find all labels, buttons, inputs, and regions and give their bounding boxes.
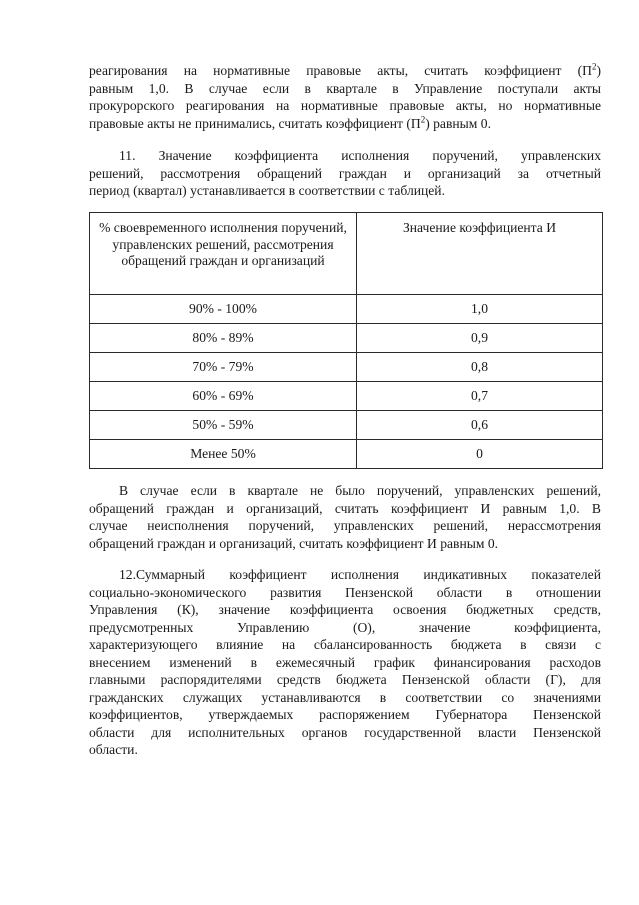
paragraph-no-orders <box>89 482 601 552</box>
row-range: 90% - 100% <box>90 295 357 324</box>
row-range: 60% - 69% <box>90 382 357 411</box>
table-row <box>90 382 603 411</box>
text-line: Управления (К), значение коэффициента освоения бюджетных средств, <box>89 602 601 617</box>
row-range: 70% - 79% <box>90 353 357 382</box>
paragraph-item-12 <box>89 566 601 759</box>
text-line: решений, рассмотрения обращений граждан и организаций за отчетный <box>89 165 601 181</box>
text-line: реагирования на нормативные правовые акты, считать коэффициент $(П^2)$ <box>89 61 601 78</box>
text-line: случае неисполнения поручений, управленских решений, нерассмотрения <box>89 518 601 533</box>
text-line: области для исполнительных органов государственной власти Пензенской <box>89 724 601 740</box>
text-line: прокурорского реагирования на нормативные правовые акты, но нормативные <box>89 98 601 113</box>
text-line: обращений граждан и организаций, считать коэффициент И равным 0. <box>89 535 499 551</box>
header-percent-execution: % своевременного исполнения поручений, управленских решений, рассмотрения обращений граждан и организаций <box>90 213 357 295</box>
row-range: Менее 50% <box>90 440 357 469</box>
table-header-row <box>90 213 603 295</box>
text-line: внесением изменений в ежемесячный график финансирования расходов <box>89 654 601 670</box>
paragraph-continuation <box>89 62 601 132</box>
text-line: гражданских служащих устанавливаются в соответствии со значениями <box>89 689 601 705</box>
table-row <box>90 324 603 353</box>
row-value: 0 <box>357 440 603 469</box>
row-value: 0,7 <box>357 382 603 411</box>
table-row <box>90 411 603 440</box>
text-line: обращений граждан и организаций, считать коэффициент И равным 1,0. В <box>89 500 601 516</box>
row-value: 0,9 <box>357 324 603 353</box>
text-line: характеризующего влияние на сбалансированность бюджета в связи с <box>89 637 601 652</box>
text-line: коэффициентов, утверждаемых распоряжением Губернатора Пензенской <box>89 707 601 722</box>
row-value: 1,0 <box>357 295 603 324</box>
text-line: период (квартал) устанавливается в соответствии с таблицей. <box>89 183 445 198</box>
text-line: равным 1,0. В случае если в квартале в Управление поступали акты <box>89 80 601 96</box>
row-range: 50% - 59% <box>90 411 357 440</box>
text-line: социально-экономического развития Пензенской области в отношении <box>89 584 601 600</box>
text-line: правовые акты не принимались, считать коэффициент $(П^2)$ равным 0. <box>89 113 491 131</box>
text-line: 11. Значение коэффициента исполнения поручений, управленских <box>119 148 601 163</box>
row-range: 80% - 89% <box>90 324 357 353</box>
text-line: главными распорядителями средств бюджета Пензенской области (Г), для <box>89 672 601 687</box>
row-value: 0,8 <box>357 353 603 382</box>
paragraph-item-11 <box>89 147 601 200</box>
text-line: предусмотренных Управлению (О), значение коэффициента, <box>89 619 601 635</box>
table-row <box>90 440 603 469</box>
text-line: области. <box>89 742 138 757</box>
header-coefficient-value: Значение коэффициента И <box>357 213 603 295</box>
text-line: В случае если в квартале не было поручений, управленских решений, <box>119 483 601 498</box>
table-row <box>90 353 603 382</box>
row-value: 0,6 <box>357 411 603 440</box>
coefficient-table <box>89 212 603 469</box>
text-line: 12.Суммарный коэффициент исполнения индикативных показателей <box>119 567 601 582</box>
table-row <box>90 295 603 324</box>
